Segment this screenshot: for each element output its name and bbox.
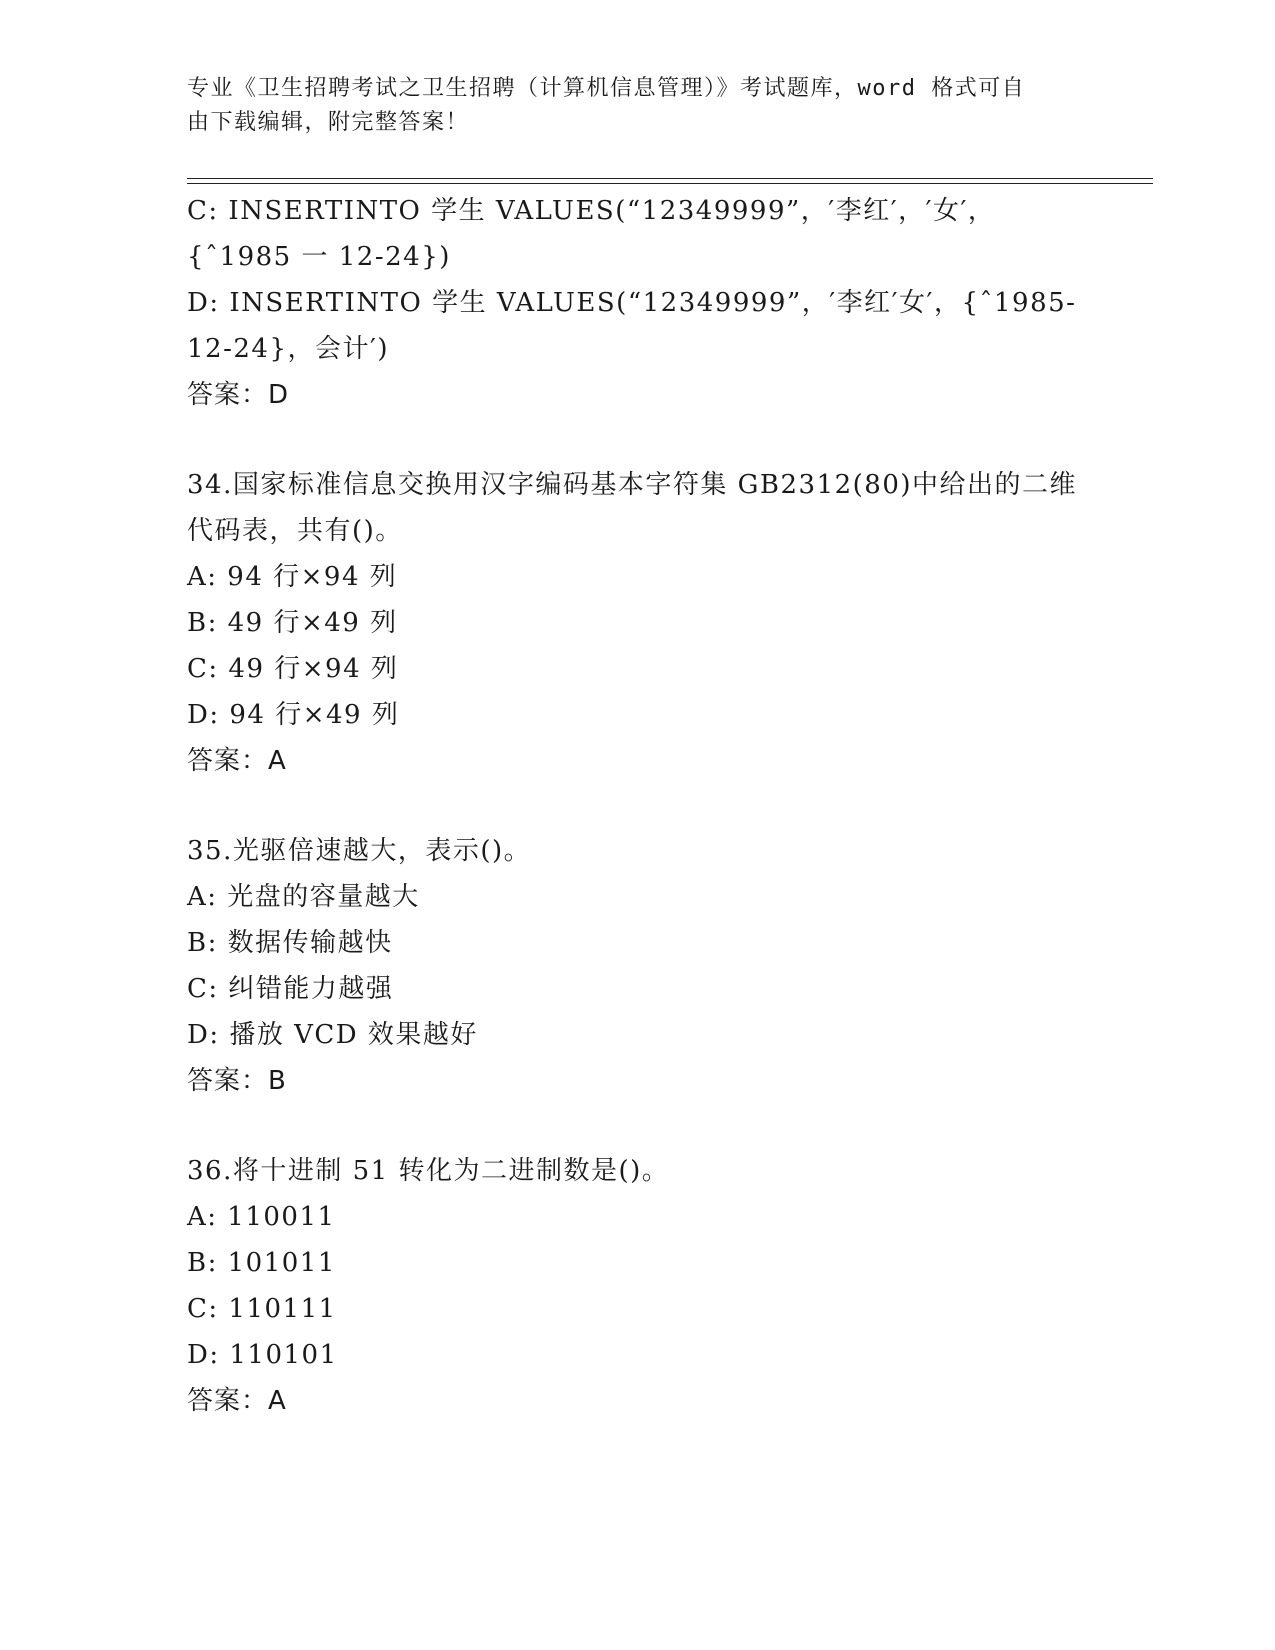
header-divider-top [187,178,1153,179]
question-36 [187,1148,1087,1424]
header-divider-bottom [187,183,1153,184]
question-33 [187,188,1087,418]
header-line-2: 由下载编辑，附完整答案！ [187,110,470,135]
option-c: C: 纠错能力越强 [187,974,394,1004]
header-note [187,72,1067,140]
option-b: B: 49 行×49 列 [187,608,398,638]
option-d-line-1: D: INSERTINTO 学生 VALUES(“12349999”，′李红′女′，{ˆ1985- [187,288,1077,318]
spacer [187,418,1087,462]
option-c: C: 49 行×94 列 [187,654,399,684]
option-d: D: 94 行×49 列 [187,700,400,730]
question-stem: 35.光驱倍速越大，表示()。 [187,836,532,866]
option-a: A: 110011 [187,1202,336,1232]
answer: 答案：D [187,380,290,410]
answer: 答案：A [187,1386,287,1416]
question-stem: 36.将十进制 51 转化为二进制数是()。 [187,1156,670,1186]
question-stem-line-2: 代码表，共有()。 [187,516,403,546]
option-b: B: 数据传输越快 [187,928,393,958]
spacer [187,784,1087,828]
option-d: D: 110101 [187,1340,338,1370]
answer: 答案：B [187,1066,287,1096]
option-a: A: 光盘的容量越大 [187,882,420,912]
option-c-line-2: {ˆ1985 一 12-24}) [187,242,451,272]
option-b: B: 101011 [187,1248,336,1278]
option-d: D: 播放 VCD 效果越好 [187,1020,478,1050]
spacer [187,1104,1087,1148]
header-line-1: 专业《卫生招聘考试之卫生招聘（计算机信息管理）》考试题库，word 格式可自 [187,76,1026,101]
question-35 [187,828,1087,1104]
option-d-line-2: 12-24}，会计′) [187,334,390,364]
question-list [187,188,1087,1424]
option-c-line-1: C: INSERTINTO 学生 VALUES(“12349999”，′李红′，′女′， [187,196,996,226]
question-34 [187,462,1087,784]
question-stem-line-1: 34.国家标准信息交换用汉字编码基本字符集 GB2312(80)中给出的二维 [187,470,1078,500]
option-a: A: 94 行×94 列 [187,562,398,592]
answer: 答案：A [187,746,287,776]
option-c: C: 110111 [187,1294,337,1324]
